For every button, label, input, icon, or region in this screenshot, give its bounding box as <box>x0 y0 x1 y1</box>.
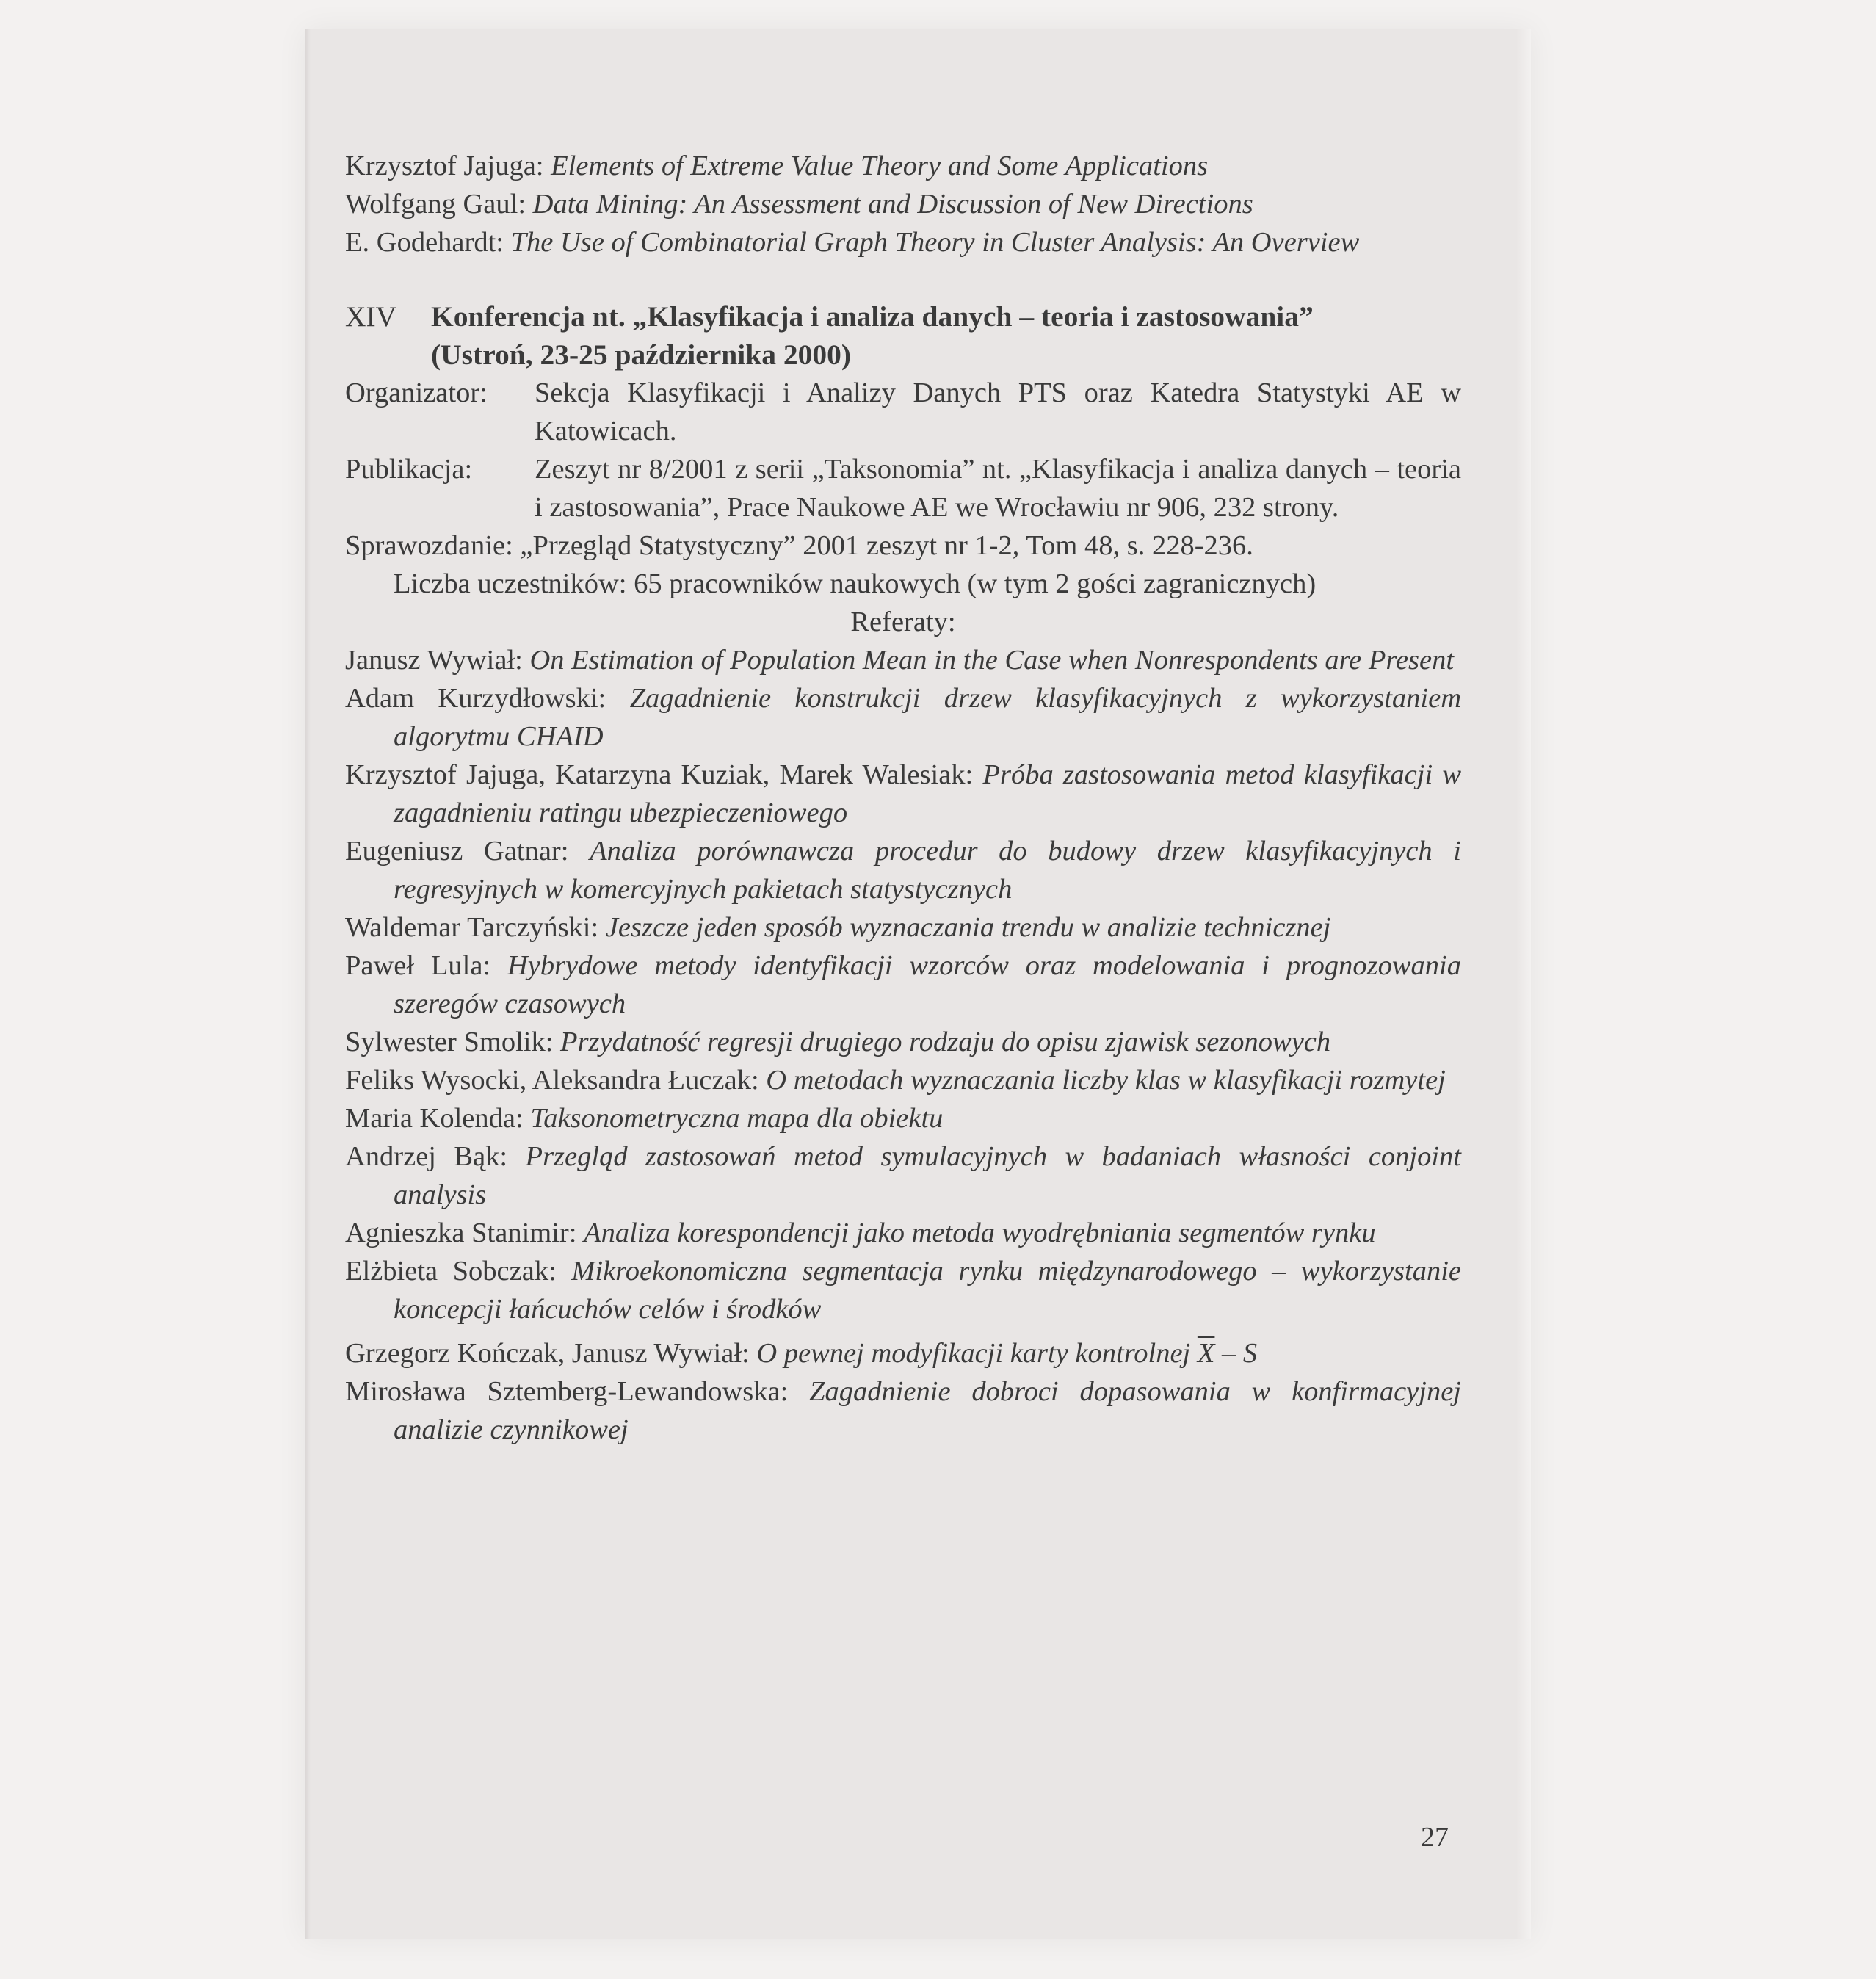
paper-title: Zagadnienie konstrukcji drzew klasyfikacyjnych z wykorzystaniem algorytmu CHAID <box>394 683 1462 752</box>
entry-author: Wolfgang Gaul: <box>345 189 526 220</box>
list-item <box>345 1334 1461 1372</box>
organizer-field <box>345 374 1461 450</box>
paper-title: Mikroekonomiczna segmentacja rynku międzynarodowego – wykorzystanie koncepcji łańcuchów celów i środków <box>394 1256 1461 1325</box>
paper-title: Analiza porównawcza procedur do budowy drzew klasyfikacyjnych i regresyjnych w komercyjnych pakietach statystycznych <box>394 836 1461 905</box>
formula-rest: – S <box>1214 1338 1258 1369</box>
report-field <box>345 527 1461 565</box>
entry-title: Data Mining: An Assessment and Discussion of New Directions <box>532 189 1253 220</box>
list-item <box>345 1252 1461 1328</box>
list-item <box>345 1099 1461 1137</box>
list-item <box>345 947 1461 1023</box>
paper-author: Mirosława Sztemberg-Lewandowska: <box>345 1376 789 1407</box>
papers-list <box>345 641 1461 1449</box>
conference-title: Konferencja nt. „Klasyfikacja i analiza danych – teoria i zastosowania” <box>431 300 1314 333</box>
paper-title: Jeszcze jeden sposób wyznaczania trendu w analizie technicznej <box>605 912 1331 943</box>
list-item <box>345 185 1461 223</box>
paper-author: Feliks Wysocki, Aleksandra Łuczak: <box>345 1065 759 1096</box>
paper-author: Paweł Lula: <box>345 950 491 981</box>
paper-author: Andrzej Bąk: <box>345 1141 508 1172</box>
paper-title: Analiza korespondencji jako metoda wyodrębniania segmentów rynku <box>584 1218 1376 1248</box>
paper-title: Zagadnienie dobroci dopasowania w konfirmacyjnej analizie czynnikowej <box>394 1376 1461 1445</box>
paper-author: Adam Kurzydłowski: <box>345 683 606 714</box>
list-item <box>345 1137 1461 1214</box>
publication-field <box>345 450 1461 527</box>
paper-title: Próba zastosowania metod klasyfikacji w zagadnieniu ratingu ubezpieczeniowego <box>394 759 1462 828</box>
paper-author: Grzegorz Kończak, Janusz Wywiał: <box>345 1338 750 1369</box>
participants-count: Liczba uczestników: 65 pracowników naukowych (w tym 2 gości zagranicznych) <box>394 568 1317 599</box>
publication-value: Zeszyt nr 8/2001 z serii „Taksonomia” nt. „Klasyfikacja i analiza danych – teoria i zastosowania”, Prace Naukowe AE we Wrocławiu nr 906, 232 strony. <box>535 454 1461 523</box>
page-number: 27 <box>1421 1822 1449 1853</box>
list-item <box>345 1372 1461 1449</box>
list-item <box>345 908 1461 947</box>
document-body <box>345 147 1461 1449</box>
list-item <box>345 756 1461 832</box>
paper-title: Przydatność regresji drugiego rodzaju do opisu zjawisk sezonowych <box>560 1027 1331 1057</box>
paper-author: Agnieszka Stanimir: <box>345 1218 577 1248</box>
publication-label: Publikacja: <box>345 454 473 485</box>
report-value: „Przegląd Statystyczny” 2001 zeszyt nr 1-2, Tom 48, s. 228-236. <box>520 530 1253 561</box>
papers-heading: Referaty: <box>850 607 956 637</box>
paper-author: Elżbieta Sobczak: <box>345 1256 557 1287</box>
top-entries <box>345 147 1461 261</box>
formula-x-bar: $\overline{X}$ <box>1197 1338 1215 1369</box>
entry-author: E. Godehardt: <box>345 227 504 258</box>
paper-title: O pewnej modyfikacji karty kontrolnej <box>756 1338 1191 1369</box>
entry-title: Elements of Extreme Value Theory and Some Applications <box>551 151 1209 181</box>
list-item <box>345 147 1461 185</box>
paper-author: Waldemar Tarczyński: <box>345 912 599 943</box>
list-item <box>345 223 1461 261</box>
list-item <box>345 1061 1461 1099</box>
paper-author: Maria Kolenda: <box>345 1103 524 1134</box>
paper-title: Przegląd zastosowań metod symulacyjnych w badaniach własności conjoint analysis <box>394 1141 1461 1210</box>
conference-heading <box>345 297 1461 374</box>
entry-title: The Use of Combinatorial Graph Theory in Cluster Analysis: An Overview <box>510 227 1360 258</box>
paper-title: Taksonometryczna mapa dla obiektu <box>530 1103 944 1134</box>
conference-number: XIV <box>345 300 397 333</box>
list-item <box>345 679 1461 756</box>
paper-title: O metodach wyznaczania liczby klas w klasyfikacji rozmytej <box>766 1065 1446 1096</box>
paper-title: On Estimation of Population Mean in the Case when Nonrespondents are Present <box>529 645 1455 676</box>
organizer-value: Sekcja Klasyfikacji i Analizy Danych PTS oraz Katedra Statystyki AE w Katowicach. <box>535 377 1461 446</box>
list-item <box>345 1023 1461 1061</box>
conference-place-date: (Ustroń, 23-25 października 2000) <box>431 339 851 371</box>
entry-author: Krzysztof Jajuga: <box>345 151 544 181</box>
organizer-label: Organizator: <box>345 377 488 408</box>
paper-author: Sylwester Smolik: <box>345 1027 554 1057</box>
paper-title: Hybrydowe metody identyfikacji wzorców oraz modelowania i prognozowania szeregów czasowych <box>394 950 1461 1019</box>
list-item <box>345 832 1461 908</box>
paper-author: Krzysztof Jajuga, Katarzyna Kuziak, Marek Walesiak: <box>345 759 974 790</box>
list-item <box>345 1214 1461 1252</box>
paper-author: Janusz Wywiał: <box>345 645 523 676</box>
paper-author: Eugeniusz Gatnar: <box>345 836 569 867</box>
list-item <box>345 641 1461 679</box>
report-label: Sprawozdanie: <box>345 530 513 561</box>
